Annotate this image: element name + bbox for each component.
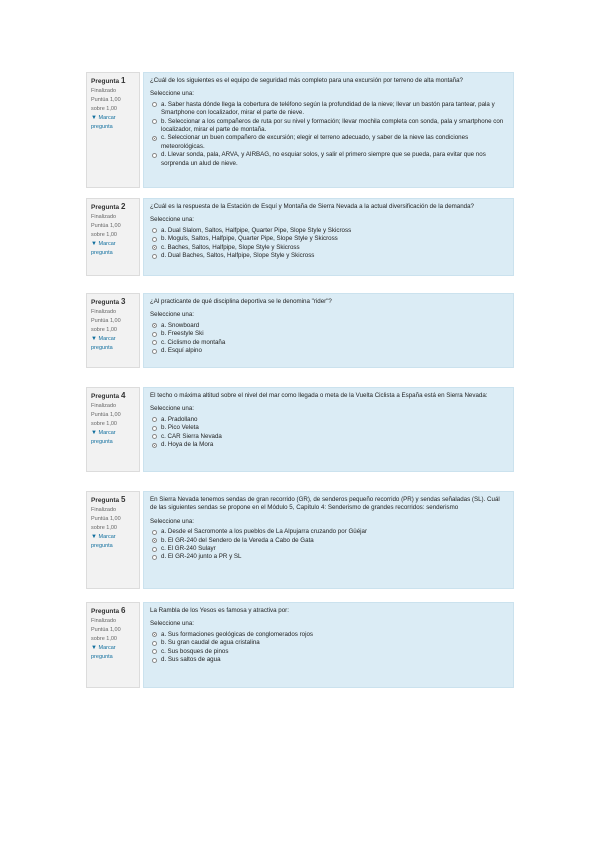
answer-option[interactable] bbox=[152, 322, 507, 330]
question-content bbox=[143, 602, 514, 688]
question-text: ¿Cuál de los siguientes es el equipo de seguridad más completo para una excursión por terreno de alta montaña? bbox=[150, 77, 464, 84]
radio-button[interactable] bbox=[152, 641, 157, 646]
flag-icon: ▼ bbox=[91, 336, 97, 342]
answer-option[interactable] bbox=[152, 441, 507, 449]
answer-option-label: d. Sus saltos de agua bbox=[161, 656, 221, 664]
answer-option[interactable] bbox=[152, 252, 507, 260]
question-content bbox=[143, 72, 514, 188]
radio-button[interactable] bbox=[152, 228, 157, 233]
radio-button[interactable] bbox=[152, 323, 157, 328]
question-number: Pregunta 4 bbox=[91, 391, 126, 400]
answer-options bbox=[150, 101, 507, 168]
radio-button[interactable] bbox=[152, 332, 157, 337]
answer-option-label: a. Sus formaciones geológicas de conglomerados rojos bbox=[161, 630, 314, 638]
answer-option[interactable] bbox=[152, 424, 507, 432]
flag-icon: ▼ bbox=[91, 241, 97, 247]
question-status: Finalizado bbox=[91, 403, 117, 409]
flag-question-link[interactable]: ▼ Marcar pregunta bbox=[91, 534, 116, 549]
answer-option[interactable] bbox=[152, 347, 507, 355]
answer-option[interactable] bbox=[152, 244, 507, 252]
question-content bbox=[143, 293, 514, 368]
answer-option-label: b. El GR-240 del Sendero de la Vereda a Cabo de Gata bbox=[161, 536, 314, 544]
answer-option-label: a. Dual Slalom, Saltos, Halfpipe, Quarter Pipe, Slope Style y Skicross bbox=[161, 226, 352, 234]
radio-button[interactable] bbox=[152, 632, 157, 637]
question-block bbox=[86, 602, 514, 688]
question-info bbox=[86, 387, 140, 472]
flag-icon: ▼ bbox=[91, 534, 97, 540]
radio-button[interactable] bbox=[152, 254, 157, 259]
select-one-prompt: Seleccione una: bbox=[150, 517, 195, 525]
select-one-prompt: Seleccione una: bbox=[150, 405, 195, 413]
radio-button[interactable] bbox=[152, 136, 157, 141]
flag-icon: ▼ bbox=[91, 430, 97, 436]
answer-option-label: d. Llevar sonda, pala, ARVA, y AIRBAG, no esquiar solos, y salir el primero siempre que se pueda, para evitar que nos sorprenda un alud de nieve. bbox=[161, 151, 486, 167]
question-score: Puntúa 1,00 sobre 1,00 bbox=[91, 318, 121, 333]
select-one-prompt: Seleccione una: bbox=[150, 216, 195, 224]
question-status: Finalizado bbox=[91, 618, 117, 624]
question-text: ¿Al practicante de qué disciplina deportiva se le denomina "rider"? bbox=[150, 298, 332, 305]
question-number: Pregunta 3 bbox=[91, 297, 126, 306]
question-content bbox=[143, 491, 514, 589]
answer-option-label: c. CAR Sierra Nevada bbox=[161, 432, 222, 440]
answer-option-label: d. Hoya de la Mora bbox=[161, 441, 214, 449]
radio-button[interactable] bbox=[152, 547, 157, 552]
answer-option-label: d. Esquí alpino bbox=[161, 347, 202, 355]
question-text: La Rambla de los Yesos es famosa y atractiva por: bbox=[150, 607, 289, 614]
question-status: Finalizado bbox=[91, 507, 117, 513]
answer-option-label: c. Seleccionar un buen compañero de excursión; elegir el terreno adecuado, y saber de la nieve las condiciones meteorológicas. bbox=[161, 134, 469, 150]
answer-option[interactable] bbox=[152, 656, 507, 664]
question-block bbox=[86, 293, 514, 368]
answer-options bbox=[150, 416, 507, 450]
flag-question-link[interactable]: ▼ Marcar pregunta bbox=[91, 336, 116, 351]
answer-option[interactable] bbox=[152, 648, 507, 656]
question-status: Finalizado bbox=[91, 309, 117, 315]
answer-option-label: b. Pico Veleta bbox=[161, 424, 199, 432]
question-info bbox=[86, 293, 140, 368]
answer-option-label: b. Moguls, Saltos, Halfpipe, Quarter Pipe, Slope Style y Skicross bbox=[161, 235, 338, 243]
answer-option[interactable] bbox=[152, 330, 507, 338]
question-info bbox=[86, 72, 140, 188]
question-block bbox=[86, 387, 514, 472]
question-text: El techo o máxima altitud sobre el nivel del mar como llegada o meta de la Vuelta Ciclista a España está en Sierra Nevada: bbox=[150, 392, 488, 399]
flag-question-link[interactable]: ▼ Marcar pregunta bbox=[91, 115, 116, 130]
flag-question-link[interactable]: ▼ Marcar pregunta bbox=[91, 430, 116, 445]
answer-option-label: a. Desde el Sacromonte a los pueblos de La Alpujarra cruzando por Güéjar bbox=[161, 528, 368, 536]
flag-icon: ▼ bbox=[91, 115, 97, 121]
answer-option[interactable] bbox=[152, 631, 507, 639]
answer-option-label: c. Sus bosques de pinos bbox=[161, 647, 229, 655]
question-info bbox=[86, 602, 140, 688]
radio-button[interactable] bbox=[152, 649, 157, 654]
flag-question-link[interactable]: ▼ Marcar pregunta bbox=[91, 645, 116, 660]
question-number: Pregunta 2 bbox=[91, 202, 126, 211]
question-info bbox=[86, 198, 140, 276]
select-one-prompt: Seleccione una: bbox=[150, 620, 195, 628]
answer-option[interactable] bbox=[152, 433, 507, 441]
answer-option-label: d. El GR-240 junto a PR y SL bbox=[161, 553, 242, 561]
answer-options bbox=[150, 227, 507, 261]
answer-option[interactable] bbox=[152, 416, 507, 424]
question-block bbox=[86, 491, 514, 589]
question-number: Pregunta 1 bbox=[91, 76, 126, 85]
question-text: ¿Cuál es la respuesta de la Estación de Esquí y Montaña de Sierra Nevada a la actual diversificación de la demanda? bbox=[150, 203, 475, 210]
flag-icon: ▼ bbox=[91, 645, 97, 651]
answer-option[interactable] bbox=[152, 227, 507, 235]
answer-option-label: b. Freestyle Ski bbox=[161, 330, 204, 338]
answer-option[interactable] bbox=[152, 537, 507, 545]
answer-option-label: a. Pradollano bbox=[161, 415, 198, 423]
radio-button[interactable] bbox=[152, 426, 157, 431]
answer-options bbox=[150, 528, 507, 562]
question-score: Puntúa 1,00 sobre 1,00 bbox=[91, 97, 121, 112]
answer-options bbox=[150, 322, 507, 356]
flag-question-link[interactable]: ▼ Marcar pregunta bbox=[91, 241, 116, 256]
radio-button[interactable] bbox=[152, 443, 157, 448]
question-block bbox=[86, 198, 514, 276]
answer-option[interactable] bbox=[152, 545, 507, 553]
radio-button[interactable] bbox=[152, 153, 157, 158]
answer-option-label: a. Snowboard bbox=[161, 321, 200, 329]
answer-options bbox=[150, 631, 507, 665]
question-text: En Sierra Nevada tenemos sendas de gran recorrido (GR), de senderos pequeño recorrido (PR) y sendas señaladas (SL). Cuál de las siguientes sendas se propone en el Módulo 5, Capítulo 4: Senderismo de grandes recorridos: senderismo bbox=[150, 496, 500, 512]
radio-button[interactable] bbox=[152, 245, 157, 250]
answer-option[interactable] bbox=[152, 101, 507, 118]
radio-button[interactable] bbox=[152, 102, 157, 107]
answer-option[interactable] bbox=[152, 553, 507, 561]
question-score: Puntúa 1,00 sobre 1,00 bbox=[91, 516, 121, 531]
question-status: Finalizado bbox=[91, 88, 117, 94]
answer-option-label: c. Baches, Saltos, Halfpipe, Slope Style y Skicross bbox=[161, 243, 300, 251]
answer-option[interactable] bbox=[152, 151, 507, 168]
radio-button[interactable] bbox=[152, 349, 157, 354]
answer-option-label: a. Saber hasta dónde llega la cobertura de teléfono según la profundidad de la nieve; llevar un bastón para tantear, pala y Smartphone con localizador, mirar el parte de nieve. bbox=[161, 100, 495, 117]
answer-option[interactable] bbox=[152, 528, 507, 536]
answer-option-label: b. Seleccionar a los compañeros de ruta por su nivel y formación; llevar mochila completa con sonda, pala y smartphone con localizador, mirar el parte de montaña. bbox=[161, 117, 504, 134]
radio-button[interactable] bbox=[152, 658, 157, 663]
question-content bbox=[143, 198, 514, 276]
question-score: Puntúa 1,00 sobre 1,00 bbox=[91, 223, 121, 238]
answer-option[interactable] bbox=[152, 118, 507, 135]
answer-option-label: b. Su gran caudal de agua cristalina bbox=[161, 639, 260, 647]
question-info bbox=[86, 491, 140, 589]
answer-option-label: c. El GR-240 Sulayr bbox=[161, 545, 216, 553]
radio-button[interactable] bbox=[152, 237, 157, 242]
answer-option[interactable] bbox=[152, 235, 507, 243]
answer-option[interactable] bbox=[152, 339, 507, 347]
radio-button[interactable] bbox=[152, 119, 157, 124]
radio-button[interactable] bbox=[152, 417, 157, 422]
radio-button[interactable] bbox=[152, 434, 157, 439]
radio-button[interactable] bbox=[152, 340, 157, 345]
radio-button[interactable] bbox=[152, 538, 157, 543]
question-content bbox=[143, 387, 514, 472]
answer-option[interactable] bbox=[152, 134, 507, 151]
answer-option-label: d. Dual Baches, Saltos, Halfpipe, Slope Style y Skicross bbox=[161, 252, 315, 260]
radio-button[interactable] bbox=[152, 555, 157, 560]
question-status: Finalizado bbox=[91, 214, 117, 220]
question-block bbox=[86, 72, 514, 188]
answer-option[interactable] bbox=[152, 639, 507, 647]
question-score: Puntúa 1,00 sobre 1,00 bbox=[91, 627, 121, 642]
select-one-prompt: Seleccione una: bbox=[150, 311, 195, 319]
answer-option-label: c. Ciclismo de montaña bbox=[161, 338, 226, 346]
select-one-prompt: Seleccione una: bbox=[150, 90, 195, 98]
question-number: Pregunta 6 bbox=[91, 606, 126, 615]
question-score: Puntúa 1,00 sobre 1,00 bbox=[91, 412, 121, 427]
question-number: Pregunta 5 bbox=[91, 495, 126, 504]
radio-button[interactable] bbox=[152, 530, 157, 535]
